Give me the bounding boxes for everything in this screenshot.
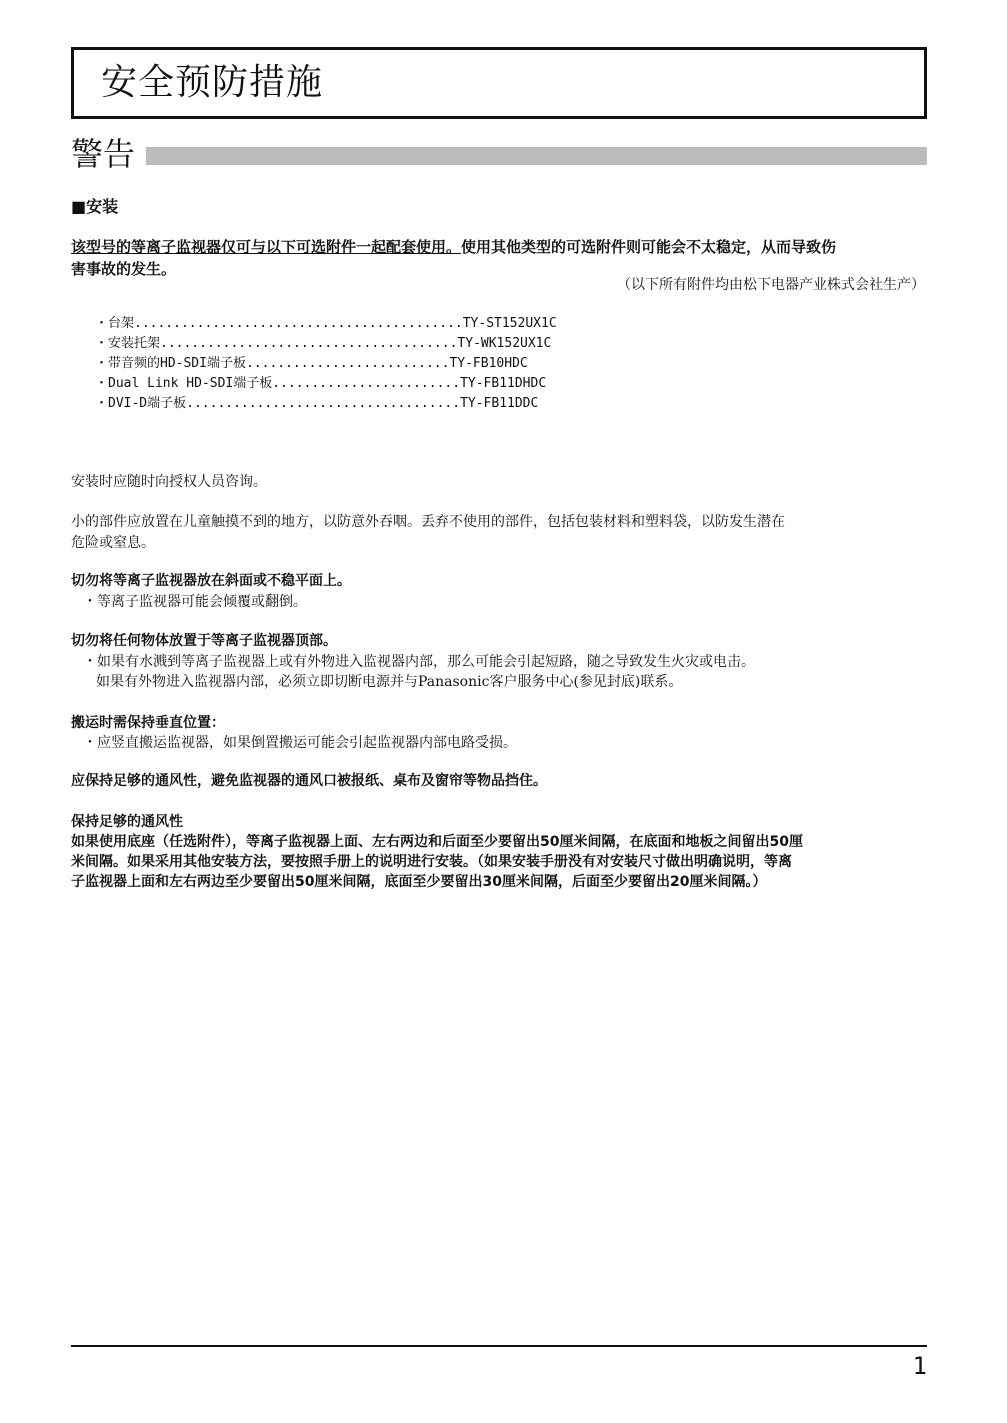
- intro-paragraph: [71, 236, 836, 258]
- page-number: 1: [912, 1352, 927, 1380]
- list-item: ・DVI-D端子板...................................TY-FB11DDC: [95, 396, 539, 411]
- accessory-list: [95, 314, 557, 414]
- install-heading: ■安装: [71, 197, 119, 216]
- objects-bullet-line2: 如果有外物进入监视器内部，必须立即切断电源并与Panasonic客户服务中心(参见封底)联系。: [96, 674, 683, 690]
- intro-line2: 害事故的发生。: [71, 260, 177, 278]
- objects-heading: 切勿将任何物体放置于等离子监视器顶部。: [71, 633, 337, 649]
- intro-rest: 使用其他类型的可选附件则可能会不太稳定，从而导致伤: [461, 238, 837, 256]
- small-parts-line1: 小的部件应放置在儿童触摸不到的地方，以防意外吞咽。丢弃不使用的部件，包括包装材料和塑料袋，以防发生潜在: [71, 514, 785, 530]
- list-item: ・带音频的HD-SDI端子板..........................TY-FB10HDC: [95, 356, 528, 371]
- warning-label: 警告: [71, 135, 136, 173]
- vent-heading: 应保持足够的通风性，避免监视器的通风口被报纸、桌布及窗帘等物品挡住。: [71, 773, 547, 789]
- intro-underlined: 该型号的等离子监视器仅可与以下可选附件一起配套使用。: [71, 238, 462, 256]
- page-title: 安全预防措施: [101, 62, 324, 103]
- slope-heading: 切勿将等离子监视器放在斜面或不稳平面上。: [71, 573, 351, 589]
- list-item: ・Dual Link HD-SDI端子板........................TY-FB11DHDC: [95, 376, 547, 391]
- vent2-heading: 保持足够的通风性: [71, 814, 183, 830]
- objects-bullet-line1: ・如果有水溅到等离子监视器上或有外物进入监视器内部，那么可能会引起短路，随之导致发生火灾或电击。: [83, 654, 755, 670]
- transport-bullet: ・应竖直搬运监视器，如果倒置搬运可能会引起监视器内部电路受损。: [83, 735, 517, 751]
- footer-divider: [71, 1345, 927, 1347]
- warning-bar: [146, 147, 927, 165]
- title-box: [71, 47, 927, 119]
- list-item: ・安装托架......................................TY-WK152UX1C: [95, 336, 552, 351]
- list-item: ・台架..........................................TY-ST152UX1C: [95, 316, 557, 331]
- small-parts-line2: 危险或窒息。: [71, 535, 155, 551]
- warning-header: [71, 133, 927, 177]
- vent2-line2: 米间隔。如果采用其他安装方法，要按照手册上的说明进行安装。（如果安装手册没有对安装尺寸做出明确说明，等离: [71, 854, 792, 870]
- slope-bullet: ・等离子监视器可能会倾覆或翻倒。: [83, 594, 307, 610]
- consult-text: 安装时应随时向授权人员咨询。: [71, 474, 267, 490]
- manufacturer-note: （以下所有附件均由松下电器产业株式会社生产）: [617, 277, 925, 293]
- vent2-line3: 子监视器上面和左右两边至少要留出50厘米间隔，底面至少要留出30厘米间隔，后面至少要留出20厘米间隔。）: [71, 874, 767, 890]
- transport-heading: 搬运时需保持垂直位置：: [71, 715, 225, 731]
- vent2-line1: 如果使用底座（任选附件），等离子监视器上面、左右两边和后面至少要留出50厘米间隔，在底面和地板之间留出50厘: [71, 834, 803, 850]
